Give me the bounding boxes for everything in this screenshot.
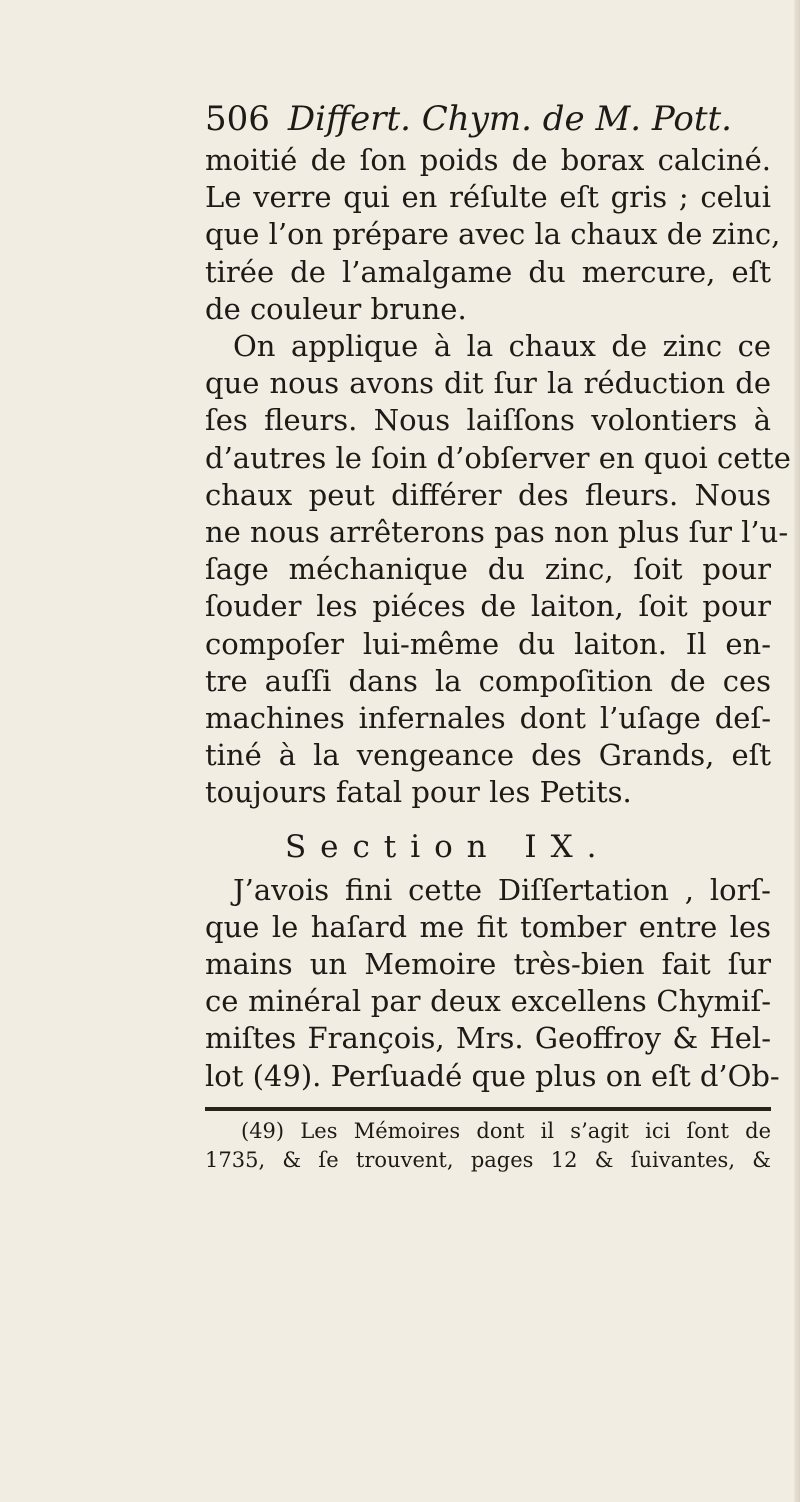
text-line: ſes fleurs. Nous laiſſons volontiers à [205,403,771,438]
text-line: tiné à la vengeance des Grands, eſt [205,738,771,773]
text-line: tre auſſi dans la compoſition de ces [205,663,771,698]
text-line: compoſer lui-même du laiton. Il en- [205,626,771,661]
footnote-rule [205,1107,771,1111]
text-line: miſtes François, Mrs. Geoffroy & Hel- [205,1021,771,1056]
text-line: de couleur brune. [205,291,467,326]
text-line: ſouder les piéces de laiton, ſoit pour [205,589,771,624]
footnote-line: 1735, & ſe trouvent, pages 12 & ſuivantes, & [205,1147,771,1172]
text-line: que l’on prépare avec la chaux de zinc, [205,217,781,252]
text-line: moitié de ſon poids de borax calciné. [205,143,771,177]
text-line: que nous avons dit ſur la réduction de [205,366,771,401]
paragraph-block-1 [205,142,791,812]
running-title: Differt. Chym. de M. Pott. [287,99,732,139]
text-line: tirée de l’amalgame du mercure, eſt [205,254,771,289]
page-header [205,96,771,142]
text-line: que le haſard me fit tomber entre les [205,909,771,944]
section-heading: Section IX. [285,828,611,865]
text-line: ce minéral par deux excellens Chymiſ- [205,984,771,1019]
page-number: 506 [205,99,270,139]
text-line: On applique à la chaux de zinc ce [233,329,771,364]
page-content [205,96,791,1175]
text-line: ſage méchanique du zinc, ſoit pour [205,552,771,587]
text-line: d’autres le ſoin d’obſerver en quoi cette [205,440,791,475]
footnote [205,1117,771,1175]
paragraph-block-2 [205,872,780,1095]
text-line: chaux peut différer des fleurs. Nous [205,477,771,512]
text-line: Le verre qui en réſulte eſt gris ; celui [205,180,771,215]
text-line: lot (49). Perſuadé que plus on eſt d’Ob- [205,1058,780,1093]
text-line: toujours fatal pour les Petits. [205,775,632,810]
text-line: machines infernales dont l’uſage deſ- [205,701,771,736]
page-edge [794,0,800,1502]
text-line: mains un Memoire très-bien fait ſur [205,947,771,982]
footnote-line: (49) Les Mémoires dont il s’agit ici ſont de [241,1118,771,1143]
text-line: ne nous arrêterons pas non plus ſur l’u- [205,515,789,550]
text-line: J’avois fini cette Diſſertation , lorſ- [233,872,771,907]
